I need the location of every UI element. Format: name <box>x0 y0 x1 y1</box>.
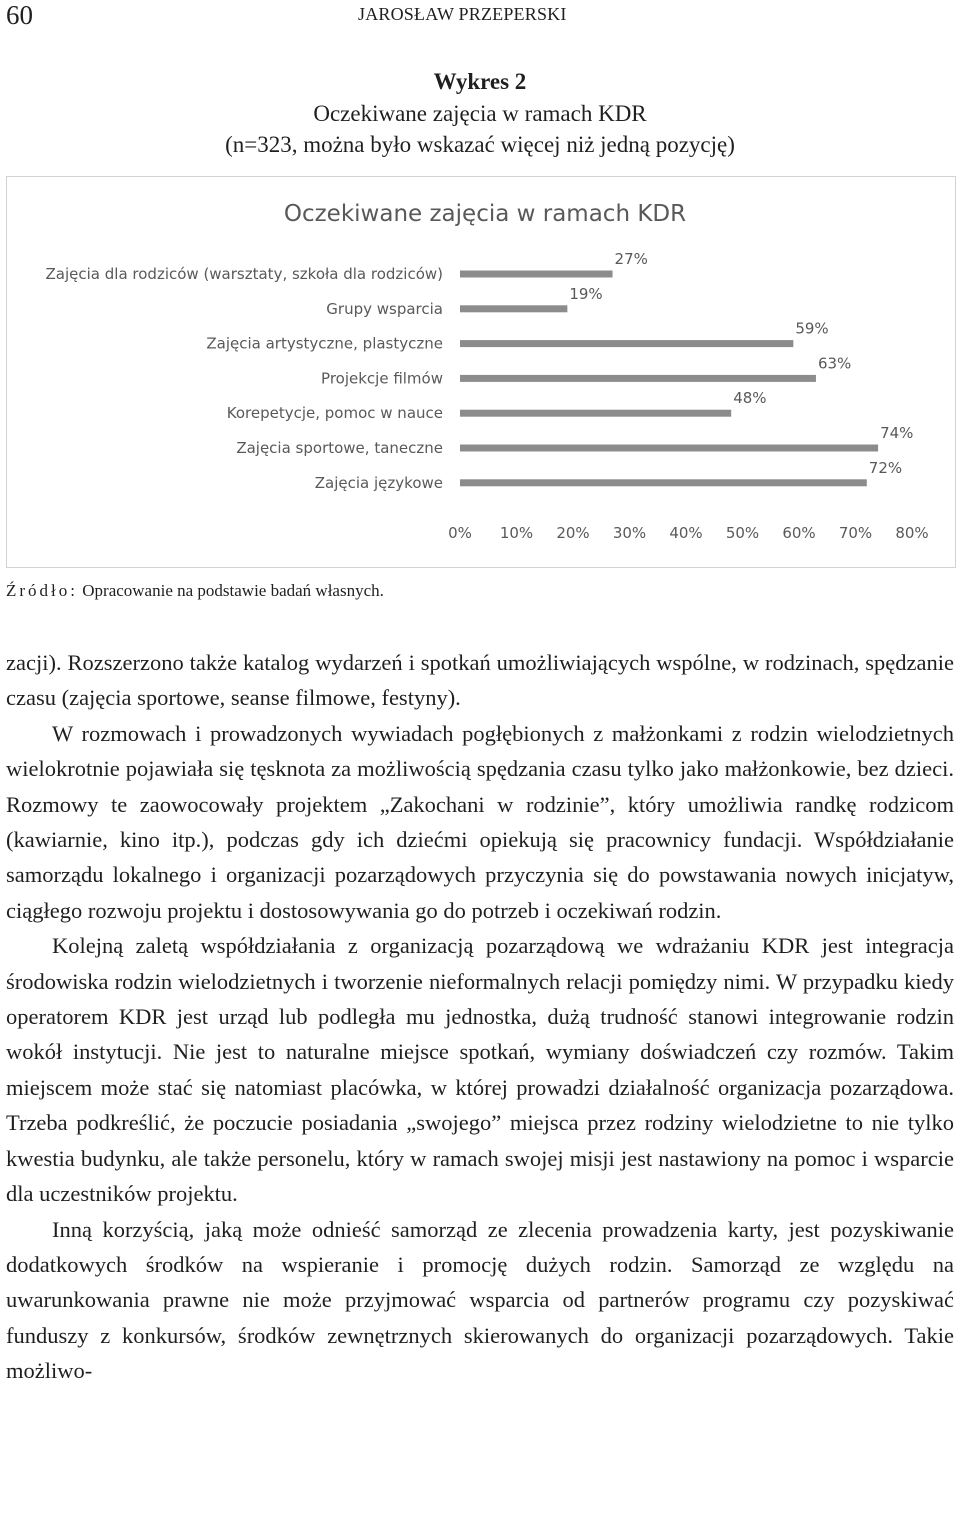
data-label: 48% <box>733 389 767 408</box>
x-tick-label: 10% <box>499 524 534 542</box>
x-tick-label: 20% <box>556 524 590 542</box>
x-tick-label: 0% <box>448 524 472 542</box>
category-label: Zajęcia językowe <box>314 473 443 492</box>
source-text: Opracowanie na podstawie badań własnych. <box>78 581 384 600</box>
chart-plot-area <box>46 250 929 542</box>
data-label: 72% <box>868 458 903 477</box>
bar <box>460 410 731 417</box>
category-label: Zajęcia dla rodziców (warsztaty, szkoła dla rodziców) <box>45 265 443 283</box>
figure-subtitle: (n=323, można było wskazać więcej niż jedną pozycję) <box>225 132 735 157</box>
paragraph: W rozmowach i prowadzonych wywiadach pogłębionych z małżonkami z rodzin wielodzietnych wielokrotnie pojawiała się tęsknota za możliwością spędzania czasu tylko jako małżonkowie, bez dzieci. Rozmowy te zaowocowały projektem „Zakochani w rodzinie”, który umożliwia randkę rodzicom (kawiarnie, kino itp.), podczas gdy ich dziećmi opiekują się pracownicy fundacji. Współdziałanie samorządu lokalnego i organizacji pozarządowych przyczynia się do powstawania nowych inicjatyw, ciągłego rozwoju projektu i dostosowywania go do potrzeb i oczekiwań rodzin. <box>6 720 954 923</box>
x-tick-label: 70% <box>838 524 873 542</box>
x-tick-label: 40% <box>669 524 703 542</box>
figure-title: Oczekiwane zajęcia w ramach KDR <box>313 101 647 126</box>
data-label: 19% <box>569 284 603 303</box>
x-tick-label: 50% <box>725 524 760 542</box>
data-label: 27% <box>614 250 648 268</box>
category-label: Zajęcia artystyczne, plastyczne <box>206 334 443 353</box>
x-tick-label: 80% <box>895 524 929 542</box>
running-header: JAROSŁAW PRZEPERSKI <box>358 4 567 24</box>
bar <box>460 479 867 486</box>
bar <box>460 375 816 382</box>
chart-canvas <box>7 177 955 567</box>
category-label: Grupy wsparcia <box>326 299 443 318</box>
bar <box>460 340 793 347</box>
paragraph: Kolejną zaletą współdziałania z organizacją pozarządową we wdrażaniu KDR jest integracja środowiska rodzin wielodzietnych i tworzenie nieformalnych relacji pomiędzy nimi. W przypadku kiedy operatorem KDR jest urząd lub podległa mu jednostka, dużą trudność stanowi integrowanie rodzin wokół instytucji. Nie jest to naturalne miejsce spotkań, wymiany doświadczeń czy rozmów. Takim miejscem może stać się natomiast placówka, w której prowadzi działalność organizacja pozarządowa. Trzeba podkreślić, że poczucie posiadania „swojego” miejsca przez rodziny wielodzietne to nie tylko kwestia budynku, ale także personelu, który w ramach swojej misji jest nastawiony na pomoc i wsparcie dla uczestników projektu. <box>6 933 954 1207</box>
paragraph: Inną korzyścią, jaką może odnieść samorząd ze zlecenia prowadzenia karty, jest pozyskiwanie dodatkowych środków na wspieranie i promocję dużych rodzin. Samorząd ze względu na uwarunkowania prawne nie może przyjmować wsparcia od partnerów programu czy pozyskiwać funduszy z konkursów, środków zewnętrznych skierowanych do organizacji pozarządowych. Takie możliwo- <box>6 1216 954 1384</box>
chart-title: Oczekiwane zajęcia w ramach KDR <box>283 201 687 227</box>
x-tick-label: 30% <box>612 524 647 542</box>
data-label: 74% <box>880 424 914 442</box>
category-label: Projekcje filmów <box>321 369 443 388</box>
bar <box>460 305 567 312</box>
source-prefix: Źródło: <box>6 581 78 600</box>
data-label: 59% <box>795 319 829 338</box>
body-text <box>6 645 954 1389</box>
figure-label <box>0 66 960 97</box>
x-tick-label: 60% <box>782 524 816 542</box>
category-label: Zajęcia sportowe, taneczne <box>236 439 443 457</box>
bar-chart <box>6 176 956 568</box>
figure-source <box>6 580 384 602</box>
bar <box>460 445 878 452</box>
category-label: Korepetycje, pomoc w nauce <box>226 404 443 423</box>
figure-label-text: Wykres 2 <box>433 69 527 94</box>
paragraph: zacji). Rozszerzono także katalog wydarzeń i spotkań umożliwiających wspólne, w rodzinach, spędzanie czasu (zajęcia sportowe, seanse filmowe, festyny). <box>6 650 954 711</box>
page-number: 60 <box>6 0 33 30</box>
bar <box>460 271 613 278</box>
data-label: 63% <box>817 354 852 373</box>
